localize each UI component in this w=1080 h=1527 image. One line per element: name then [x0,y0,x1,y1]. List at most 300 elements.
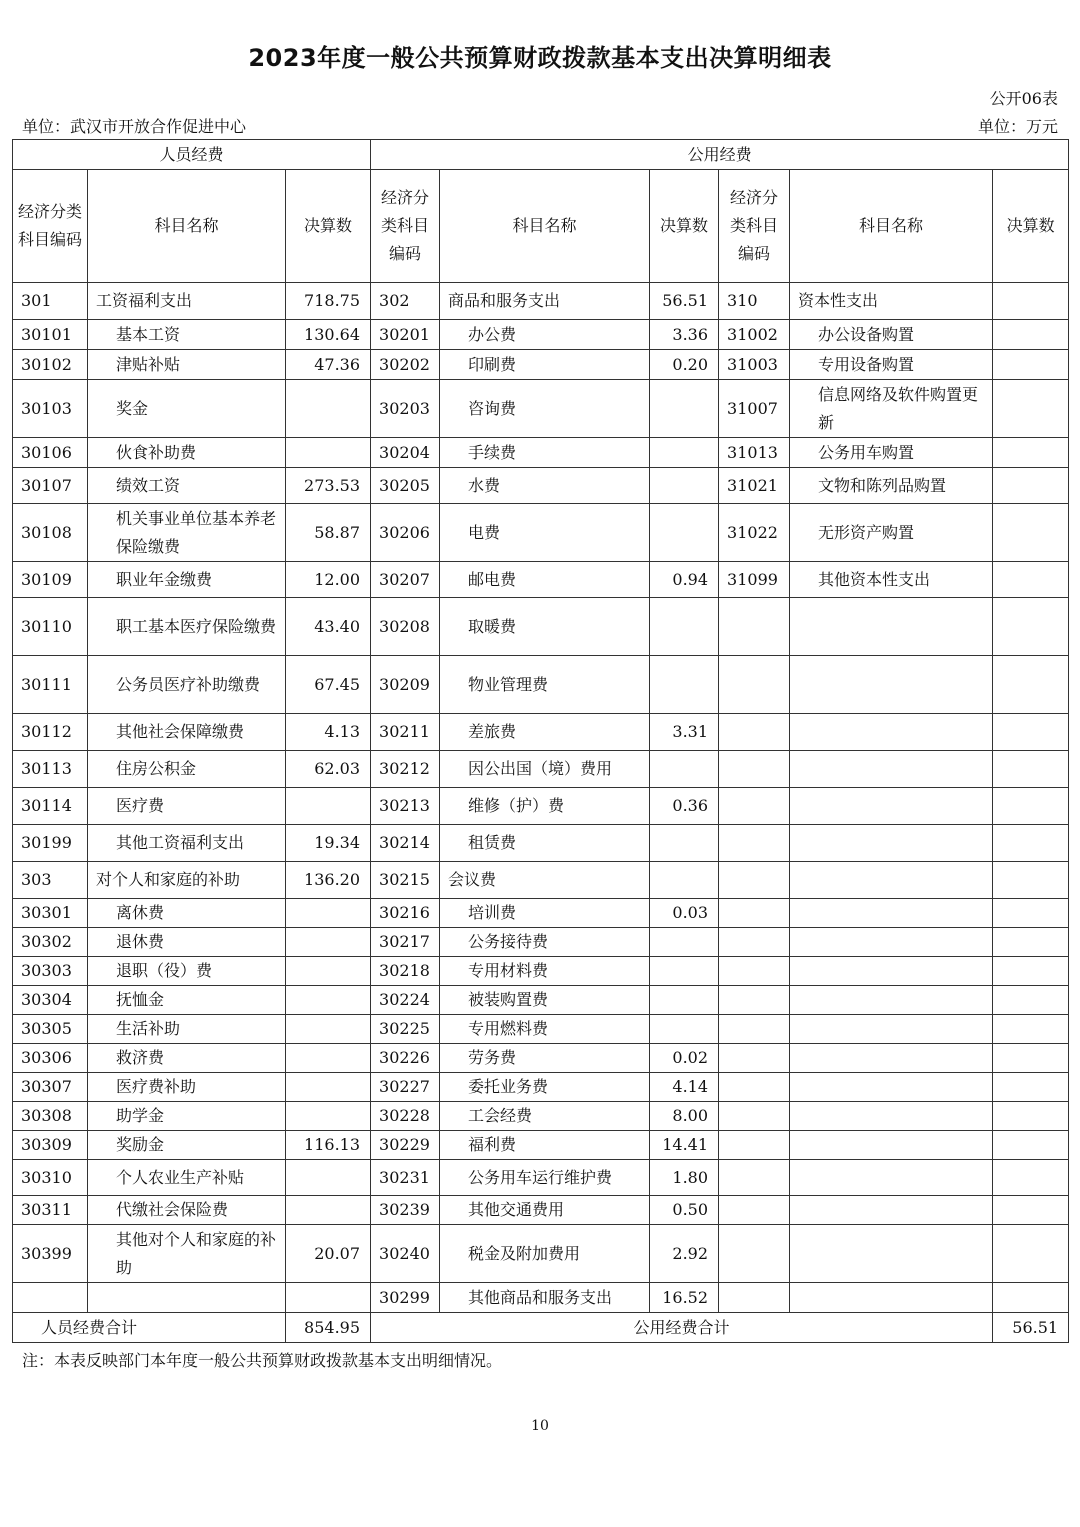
cell-capital-name [790,751,993,788]
cell-capital-name [790,1015,993,1044]
cell-name: 公务员医疗补助缴费 [88,656,286,714]
cell-goods-amount: 8.00 [650,1102,719,1131]
cell-capital-name [790,928,993,957]
cell-capital-name [790,656,993,714]
cell-capital-code: 31002 [719,320,790,350]
cell-code: 30111 [13,656,88,714]
cell-capital-amount [993,656,1069,714]
header-capital-amount: 决算数 [993,170,1069,283]
cell-capital-amount [993,957,1069,986]
table-row [13,862,1069,899]
cell-goods-amount: 0.20 [650,350,719,380]
cell-goods-name: 租赁费 [440,825,650,862]
cell-name: 离休费 [88,899,286,928]
cell-goods-amount: 2.92 [650,1225,719,1283]
cell-capital-amount [993,468,1069,504]
cell-capital-amount [993,1225,1069,1283]
table-row [13,598,1069,656]
cell-goods-amount: 16.52 [650,1283,719,1313]
cell-amount [286,928,371,957]
cell-code: 30301 [13,899,88,928]
cell-code: 30107 [13,468,88,504]
table-row [13,468,1069,504]
cell-goods-name: 其他商品和服务支出 [440,1283,650,1313]
cell-name: 医疗费补助 [88,1073,286,1102]
cell-capital-amount [993,562,1069,598]
cell-goods-name: 培训费 [440,899,650,928]
cell-goods-name: 维修（护）费 [440,788,650,825]
cell-name: 对个人和家庭的补助 [88,862,286,899]
table-row [13,562,1069,598]
table-note: 注：本表反映部门本年度一般公共预算财政拨款基本支出明细情况。 [22,1351,503,1370]
cell-name: 机关事业单位基本养老保险缴费 [88,504,286,562]
cell-goods-amount [650,656,719,714]
cell-code: 30306 [13,1044,88,1073]
cell-goods-code: 30204 [371,438,440,468]
table-row [13,380,1069,438]
cell-capital-code [719,1073,790,1102]
table-row [13,899,1069,928]
cell-capital-code [719,1225,790,1283]
cell-goods-code: 30228 [371,1102,440,1131]
cell-goods-code: 30215 [371,862,440,899]
cell-code: 30304 [13,986,88,1015]
cell-goods-amount: 0.94 [650,562,719,598]
header-personnel-amount: 决算数 [286,170,371,283]
cell-capital-amount [993,899,1069,928]
cell-goods-name: 其他交通费用 [440,1196,650,1225]
cell-goods-name: 电费 [440,504,650,562]
page-number: 10 [531,1418,549,1434]
cell-amount [286,957,371,986]
cell-capital-name [790,957,993,986]
cell-goods-name: 咨询费 [440,380,650,438]
table-row [13,1131,1069,1160]
cell-code: 30399 [13,1225,88,1283]
cell-amount [286,788,371,825]
cell-amount [286,1073,371,1102]
cell-goods-amount [650,438,719,468]
cell-goods-amount: 56.51 [650,283,719,320]
cell-code: 303 [13,862,88,899]
cell-capital-name [790,825,993,862]
table-row [13,1225,1069,1283]
cell-name: 其他工资福利支出 [88,825,286,862]
cell-goods-amount: 0.50 [650,1196,719,1225]
cell-amount [286,438,371,468]
cell-capital-amount [993,504,1069,562]
cell-capital-amount [993,862,1069,899]
cell-goods-name: 取暖费 [440,598,650,656]
cell-goods-code: 30224 [371,986,440,1015]
cell-capital-amount [993,1283,1069,1313]
cell-capital-name [790,1073,993,1102]
cell-capital-amount [993,438,1069,468]
cell-capital-name: 无形资产购置 [790,504,993,562]
cell-goods-amount: 3.36 [650,320,719,350]
cell-goods-code: 30201 [371,320,440,350]
cell-capital-code [719,788,790,825]
header-personnel-name: 科目名称 [88,170,286,283]
cell-goods-code: 30216 [371,899,440,928]
cell-capital-name: 专用设备购置 [790,350,993,380]
cell-capital-name [790,1225,993,1283]
cell-amount [286,1196,371,1225]
table-row [13,438,1069,468]
header-goods-amount: 决算数 [650,170,719,283]
cell-amount [286,986,371,1015]
cell-goods-amount: 4.14 [650,1073,719,1102]
cell-code: 30110 [13,598,88,656]
cell-goods-amount [650,598,719,656]
cell-amount: 136.20 [286,862,371,899]
cell-amount: 116.13 [286,1131,371,1160]
cell-goods-code: 30299 [371,1283,440,1313]
cell-goods-name: 差旅费 [440,714,650,751]
cell-goods-amount [650,825,719,862]
table-row [13,788,1069,825]
cell-name: 退职（役）费 [88,957,286,986]
cell-capital-name [790,1283,993,1313]
cell-capital-name: 其他资本性支出 [790,562,993,598]
cell-capital-amount [993,1102,1069,1131]
cell-goods-amount [650,468,719,504]
cell-code: 30308 [13,1102,88,1131]
cell-amount: 67.45 [286,656,371,714]
cell-goods-name: 税金及附加费用 [440,1225,650,1283]
cell-capital-code: 310 [719,283,790,320]
cell-name: 奖金 [88,380,286,438]
personnel-total-label: 人员经费合计 [13,1313,286,1343]
table-row [13,504,1069,562]
cell-goods-name: 专用材料费 [440,957,650,986]
cell-name: 抚恤金 [88,986,286,1015]
cell-capital-code [719,598,790,656]
public-total-amount: 56.51 [993,1313,1069,1343]
cell-goods-name: 公务接待费 [440,928,650,957]
cell-goods-code: 30202 [371,350,440,380]
cell-amount: 47.36 [286,350,371,380]
cell-capital-amount [993,1073,1069,1102]
cell-goods-amount: 3.31 [650,714,719,751]
cell-capital-code [719,751,790,788]
cell-goods-code: 30225 [371,1015,440,1044]
cell-goods-amount [650,986,719,1015]
cell-capital-name: 公务用车购置 [790,438,993,468]
page-title: 2023年度一般公共预算财政拨款基本支出决算明细表 [248,44,832,72]
cell-capital-name: 办公设备购置 [790,320,993,350]
expenditure-table [12,139,1069,1343]
cell-goods-name: 工会经费 [440,1102,650,1131]
cell-capital-amount [993,1131,1069,1160]
cell-capital-amount [993,320,1069,350]
cell-code: 30199 [13,825,88,862]
cell-capital-code [719,862,790,899]
cell-capital-amount [993,788,1069,825]
cell-code: 30310 [13,1160,88,1196]
cell-name: 津贴补贴 [88,350,286,380]
cell-code: 30309 [13,1131,88,1160]
cell-capital-code [719,656,790,714]
header-goods-code: 经济分类科目编码 [371,170,440,283]
cell-goods-name: 会议费 [440,862,650,899]
cell-amount: 273.53 [286,468,371,504]
cell-code: 30106 [13,438,88,468]
cell-goods-name: 委托业务费 [440,1073,650,1102]
cell-name: 工资福利支出 [88,283,286,320]
cell-goods-name: 福利费 [440,1131,650,1160]
cell-capital-name [790,714,993,751]
table-row [13,1160,1069,1196]
cell-capital-code [719,825,790,862]
form-number: 公开06表 [989,89,1058,108]
cell-code: 30109 [13,562,88,598]
table-row [13,957,1069,986]
table-row [13,350,1069,380]
cell-amount [286,1160,371,1196]
cell-goods-code: 302 [371,283,440,320]
cell-goods-amount: 14.41 [650,1131,719,1160]
cell-capital-amount [993,714,1069,751]
cell-name: 个人农业生产补贴 [88,1160,286,1196]
cell-goods-code: 30206 [371,504,440,562]
cell-capital-code [719,714,790,751]
cell-amount: 718.75 [286,283,371,320]
cell-goods-amount: 0.36 [650,788,719,825]
cell-capital-code: 31022 [719,504,790,562]
cell-capital-code: 31021 [719,468,790,504]
cell-capital-amount [993,751,1069,788]
cell-capital-code [719,899,790,928]
cell-goods-code: 30207 [371,562,440,598]
cell-goods-amount [650,504,719,562]
cell-capital-code: 31003 [719,350,790,380]
cell-capital-code: 31007 [719,380,790,438]
cell-code: 30108 [13,504,88,562]
cell-capital-code [719,1131,790,1160]
cell-capital-name [790,788,993,825]
cell-capital-code [719,1283,790,1313]
table-row [13,1283,1069,1313]
cell-goods-name: 办公费 [440,320,650,350]
cell-goods-name: 公务用车运行维护费 [440,1160,650,1196]
cell-amount [286,899,371,928]
table-row [13,714,1069,751]
cell-goods-amount [650,1015,719,1044]
cell-capital-name [790,1131,993,1160]
cell-capital-code: 31099 [719,562,790,598]
cell-capital-amount [993,283,1069,320]
cell-capital-code [719,1102,790,1131]
table-row [13,751,1069,788]
cell-capital-name [790,1102,993,1131]
cell-name [88,1283,286,1313]
cell-capital-amount [993,1015,1069,1044]
cell-goods-code: 30213 [371,788,440,825]
cell-amount: 19.34 [286,825,371,862]
cell-name: 伙食补助费 [88,438,286,468]
cell-capital-amount [993,350,1069,380]
cell-name: 职工基本医疗保险缴费 [88,598,286,656]
cell-capital-code [719,1196,790,1225]
cell-goods-name: 邮电费 [440,562,650,598]
cell-capital-name: 文物和陈列品购置 [790,468,993,504]
table-row [13,656,1069,714]
cell-goods-name: 物业管理费 [440,656,650,714]
cell-goods-amount [650,862,719,899]
cell-code: 30101 [13,320,88,350]
cell-goods-code: 30239 [371,1196,440,1225]
cell-capital-amount [993,380,1069,438]
cell-goods-code: 30226 [371,1044,440,1073]
cell-capital-code [719,957,790,986]
cell-goods-name: 水费 [440,468,650,504]
cell-goods-amount: 0.02 [650,1044,719,1073]
cell-name: 职业年金缴费 [88,562,286,598]
cell-goods-code: 30214 [371,825,440,862]
cell-code: 30307 [13,1073,88,1102]
header-capital-code: 经济分类科目编码 [719,170,790,283]
header-personnel-code: 经济分类科目编码 [13,170,88,283]
cell-code [13,1283,88,1313]
cell-amount: 20.07 [286,1225,371,1283]
cell-name: 退休费 [88,928,286,957]
cell-capital-amount [993,598,1069,656]
cell-goods-code: 30211 [371,714,440,751]
cell-amount: 4.13 [286,714,371,751]
cell-capital-code [719,1160,790,1196]
cell-name: 救济费 [88,1044,286,1073]
cell-capital-name [790,899,993,928]
cell-capital-name [790,1160,993,1196]
cell-capital-code [719,928,790,957]
cell-capital-amount [993,1044,1069,1073]
cell-goods-code: 30240 [371,1225,440,1283]
cell-code: 30114 [13,788,88,825]
table-row [13,1073,1069,1102]
cell-capital-amount [993,825,1069,862]
cell-goods-code: 30203 [371,380,440,438]
cell-amount: 43.40 [286,598,371,656]
cell-capital-name [790,1044,993,1073]
cell-goods-code: 30218 [371,957,440,986]
cell-goods-code: 30227 [371,1073,440,1102]
cell-capital-code [719,986,790,1015]
cell-goods-code: 30208 [371,598,440,656]
cell-goods-name: 劳务费 [440,1044,650,1073]
table-row [13,928,1069,957]
reporting-unit: 单位：武汉市开放合作促进中心 [22,117,247,136]
group-header-personnel: 人员经费 [13,140,371,170]
cell-amount: 12.00 [286,562,371,598]
cell-goods-name: 因公出国（境）费用 [440,751,650,788]
cell-goods-amount [650,751,719,788]
header-goods-name: 科目名称 [440,170,650,283]
cell-code: 30303 [13,957,88,986]
table-row [13,1015,1069,1044]
cell-goods-amount [650,380,719,438]
cell-code: 30112 [13,714,88,751]
cell-name: 其他社会保障缴费 [88,714,286,751]
cell-name: 其他对个人和家庭的补助 [88,1225,286,1283]
cell-capital-code: 31013 [719,438,790,468]
cell-capital-amount [993,986,1069,1015]
cell-amount: 130.64 [286,320,371,350]
cell-goods-amount [650,928,719,957]
table-row [13,825,1069,862]
cell-name: 住房公积金 [88,751,286,788]
cell-goods-code: 30205 [371,468,440,504]
cell-code: 30305 [13,1015,88,1044]
cell-code: 30311 [13,1196,88,1225]
public-total-label: 公用经费合计 [371,1313,993,1343]
personnel-total-amount: 854.95 [286,1313,371,1343]
cell-code: 301 [13,283,88,320]
cell-goods-name: 手续费 [440,438,650,468]
cell-capital-code [719,1015,790,1044]
cell-capital-amount [993,928,1069,957]
cell-capital-code [719,1044,790,1073]
table-row [13,986,1069,1015]
cell-goods-amount: 1.80 [650,1160,719,1196]
cell-goods-name: 被装购置费 [440,986,650,1015]
cell-name: 绩效工资 [88,468,286,504]
cell-goods-name: 商品和服务支出 [440,283,650,320]
cell-amount [286,1102,371,1131]
table-row [13,1196,1069,1225]
cell-capital-name: 信息网络及软件购置更新 [790,380,993,438]
cell-capital-name: 资本性支出 [790,283,993,320]
cell-goods-code: 30217 [371,928,440,957]
header-capital-name: 科目名称 [790,170,993,283]
cell-amount: 62.03 [286,751,371,788]
cell-goods-code: 30231 [371,1160,440,1196]
cell-amount [286,1015,371,1044]
cell-goods-code: 30229 [371,1131,440,1160]
cell-capital-amount [993,1196,1069,1225]
cell-goods-amount: 0.03 [650,899,719,928]
table-row [13,320,1069,350]
cell-amount [286,1283,371,1313]
cell-goods-code: 30212 [371,751,440,788]
table-row [13,1044,1069,1073]
cell-name: 奖励金 [88,1131,286,1160]
cell-name: 医疗费 [88,788,286,825]
cell-name: 代缴社会保险费 [88,1196,286,1225]
cell-capital-amount [993,1160,1069,1196]
cell-code: 30103 [13,380,88,438]
cell-amount: 58.87 [286,504,371,562]
table-row [13,1102,1069,1131]
cell-capital-name [790,1196,993,1225]
cell-code: 30102 [13,350,88,380]
cell-capital-name [790,862,993,899]
cell-name: 助学金 [88,1102,286,1131]
cell-code: 30302 [13,928,88,957]
cell-goods-name: 印刷费 [440,350,650,380]
cell-capital-name [790,598,993,656]
cell-code: 30113 [13,751,88,788]
group-header-public: 公用经费 [371,140,1069,170]
cell-goods-code: 30209 [371,656,440,714]
table-row [13,283,1069,320]
cell-name: 基本工资 [88,320,286,350]
cell-goods-amount [650,957,719,986]
cell-amount [286,1044,371,1073]
cell-goods-name: 专用燃料费 [440,1015,650,1044]
currency-unit: 单位：万元 [977,117,1058,136]
cell-name: 生活补助 [88,1015,286,1044]
